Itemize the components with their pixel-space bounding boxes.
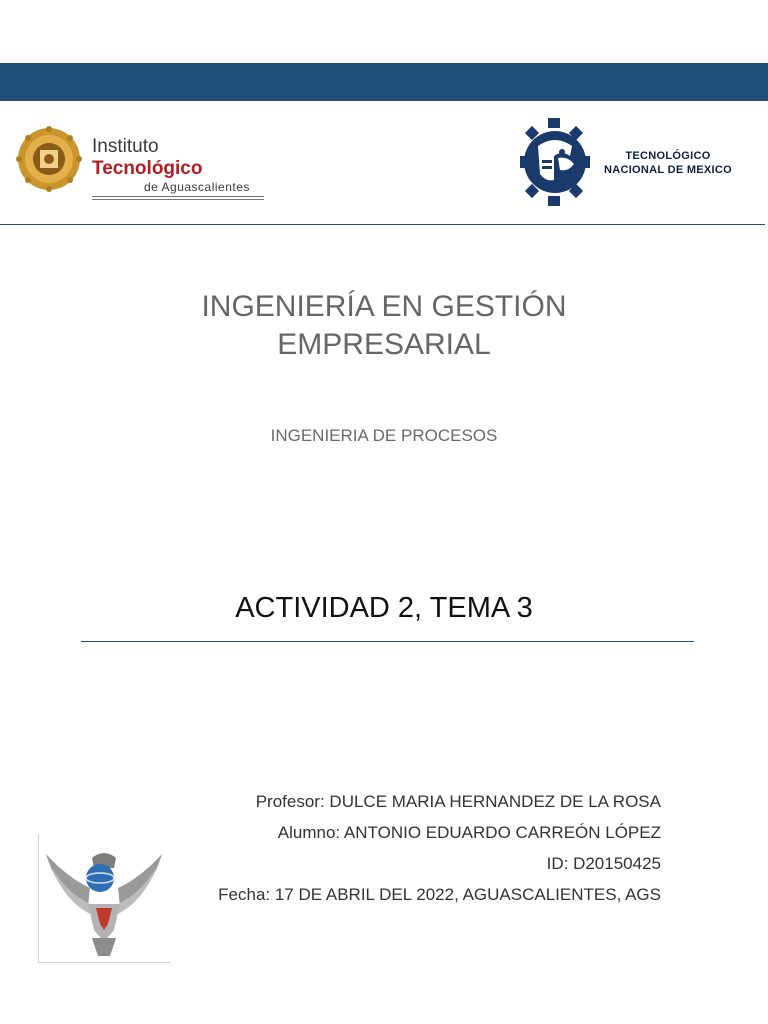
tecnm-gear-eagle-logo [518,116,594,208]
activity-title: ACTIVIDAD 2, TEMA 3 [235,592,533,624]
top-color-band [0,63,768,101]
career-title-line1: INGENIERÍA EN GESTIÓN [201,290,567,323]
id-line: ID: D20150425 [546,854,661,873]
tecnm-line2: NACIONAL DE MEXICO [603,164,733,176]
institute-rule-2 [92,199,264,200]
subject-name: INGENIERIA DE PROCESOS [270,426,498,445]
professor-line: Profesor: DULCE MARIA HERNANDEZ DE LA ROSA [255,792,661,811]
date-line: Fecha: 17 DE ABRIL DEL 2022, AGUASCALIENTES, AGS [218,885,661,904]
career-title-line2: EMPRESARIAL [277,328,491,361]
tecnm-wordmark [598,149,738,177]
institute-wordmark [92,136,272,200]
tecnm-line1: TECNOLÓGICO [625,150,711,162]
eagle-crest-emblem [38,834,170,964]
career-title [0,288,768,364]
student-details [218,786,661,910]
student-line: Alumno: ANTONIO EDUARDO CARREÓN LÓPEZ [277,823,661,842]
institute-subtitle: de Aguascalientes [144,180,250,194]
institute-word-instituto: Instituto [92,136,159,157]
institute-word-tecnologico: Tecnológico [92,158,203,179]
ita-seal-logo [16,126,82,192]
institute-rule [92,196,264,197]
activity-divider [81,641,694,642]
header-divider [0,224,765,225]
